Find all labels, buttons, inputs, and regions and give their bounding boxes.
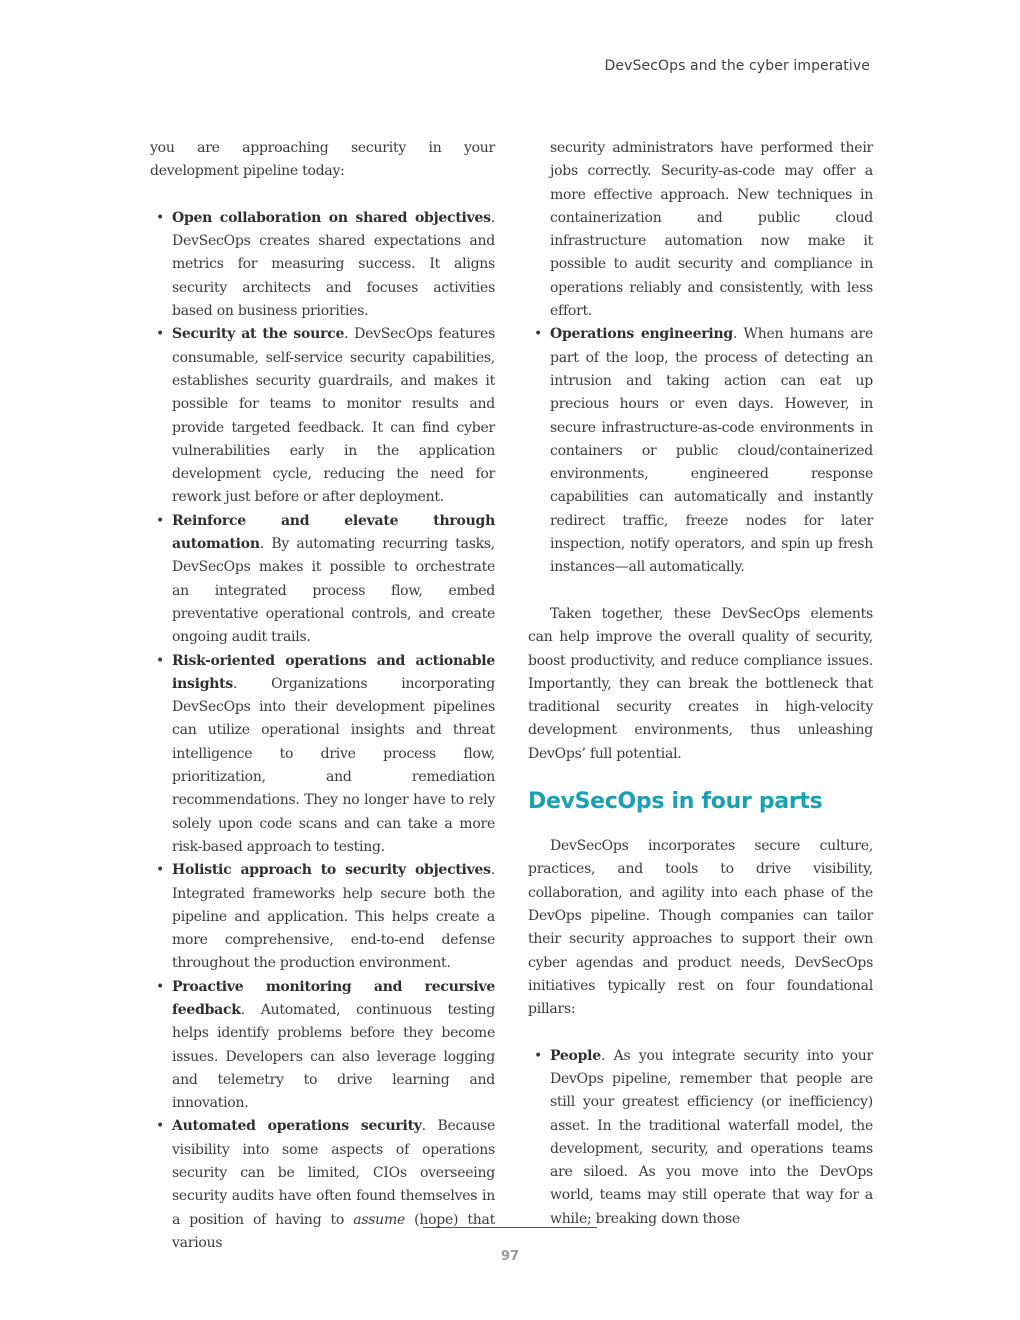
bullet-icon: • xyxy=(156,978,165,995)
list-item xyxy=(150,1115,495,1255)
bullet-text: . DevSecOps features consumable, self-service security capabilities, establishes security guardrails, and makes it possible for teams to monitor results and provide targeted feedback. It can find cyber vulnerabilities early in the application development cycle, reducing the need for rework just before or after deployment. xyxy=(172,326,496,506)
bullet-text: . When humans are part of the loop, the process of detecting an intrusion and taking action can eat up precious hours or even days. However, in secure infrastructure-as-code environments in containers or public cloud/containerized environments, engineered response capabilities can automatically and instantly redirect traffic, freeze nodes for later inspection, notify operators, and spin up fresh instances—all automatically. xyxy=(550,326,873,576)
bullet-term: Risk-oriented operations and actionable insights xyxy=(172,652,495,692)
capabilities-list xyxy=(150,207,495,1255)
bullet-text: (hope) that various xyxy=(172,1211,495,1251)
right-column xyxy=(528,137,873,1231)
list-item xyxy=(150,859,495,975)
bullet-term: Proactive monitoring and recursive feedback xyxy=(172,978,495,1018)
bullet-icon: • xyxy=(156,326,165,343)
paragraph-spacer xyxy=(150,184,495,207)
bullet-icon: • xyxy=(156,1118,165,1135)
continued-list xyxy=(528,137,873,580)
page-number: 97 xyxy=(500,1249,520,1264)
bullet-text: . Integrated frameworks help secure both the pipeline and application. This helps create a more comprehensive, end-to-end defense throughout the production environment. xyxy=(172,862,495,972)
section-paragraph: DevSecOps incorporates secure culture, practices, and tools to drive visibility, collaboration, and agility into each phase of the DevOps pipeline. Though companies can tailor their security approaches to support their own cyber agendas and product needs, DevSecOps initiatives typically rest on four foundational pillars: xyxy=(528,838,873,1018)
summary-paragraph: Taken together, these DevSecOps elements can help improve the overall quality of security, boost productivity, and reduce compliance issues. Importantly, they can break the bottleneck that traditional security creates in high-velocity development environments, thus unleashing DevOps’ full potential. xyxy=(528,605,873,762)
bullet-icon: • xyxy=(156,209,165,226)
bullet-icon: • xyxy=(534,326,543,343)
bullet-text: . As you integrate security into your DevOps pipeline, remember that people are still your greatest efficiency (or inefficiency) asset. In the traditional waterfall model, the development, security, and operations teams are siloed. As you move into the DevOps world, teams may still operate that way for a while; breaking down those xyxy=(550,1047,873,1227)
bullet-term: Open collaboration on shared objectives xyxy=(172,209,491,226)
bullet-term: Holistic approach to security objectives xyxy=(172,862,491,879)
bullet-term: Automated operations security xyxy=(172,1118,422,1135)
list-item xyxy=(528,323,873,579)
bullet-text: . DevSecOps creates shared expectations and metrics for measuring success. It aligns security architects and focuses activities based on business priorities. xyxy=(172,209,495,320)
paragraph-spacer xyxy=(528,1021,873,1044)
pillars-list xyxy=(528,1045,873,1231)
bullet-icon: • xyxy=(156,652,165,669)
list-item xyxy=(150,976,495,1116)
continuation-text: security administrators have performed their jobs correctly. Security-as-code may offer a more effective approach. New techniques in containerization and public cloud infrastructure automation now make it possible to audit security and compliance in operations reliably and consistently, with less effort. xyxy=(550,140,873,320)
list-item xyxy=(150,650,495,860)
list-item xyxy=(150,323,495,509)
bullet-term: Security at the source xyxy=(172,326,345,343)
list-item xyxy=(150,510,495,650)
bullet-text: . Organizations incorporating DevSecOps into their development pipelines can utilize operational insights and threat intelligence to drive process flow, prioritization, and remediation recommendations. They no longer have to rely solely upon code scans and can take a more risk-based approach to testing. xyxy=(172,675,495,855)
intro-paragraph: you are approaching security in your development pipeline today: xyxy=(150,140,495,180)
bullet-icon: • xyxy=(156,862,165,879)
bullet-term: People xyxy=(550,1047,601,1064)
list-item xyxy=(528,1045,873,1231)
section-heading: DevSecOps in four parts xyxy=(528,789,823,815)
running-header: DevSecOps and the cyber imperative xyxy=(604,58,870,74)
bullet-term: Operations engineering xyxy=(550,326,733,343)
paragraph-spacer xyxy=(528,580,873,603)
bullet-term: Reinforce and elevate through automation xyxy=(172,512,495,553)
left-column xyxy=(150,137,495,1255)
list-item xyxy=(150,207,495,323)
bullet-icon: • xyxy=(534,1047,543,1064)
emphasis-text: assume xyxy=(353,1211,406,1228)
footer-divider xyxy=(423,1227,597,1228)
list-item-continuation xyxy=(528,137,873,323)
bullet-icon: • xyxy=(156,512,165,529)
bullet-text: . By automating recurring tasks, DevSecOps makes it possible to orchestrate an integrated process flow, embed preventative operational controls, and create ongoing audit trails. xyxy=(172,536,495,646)
bullet-text: . Automated, continuous testing helps identify problems before they become issues. Developers can also leverage logging and telemetry to drive learning and innovation. xyxy=(172,1001,495,1112)
bullet-text: . Because visibility into some aspects of operations security can be limited, CIOs overseeing security audits have often found themselves in a position of having to xyxy=(172,1118,495,1228)
